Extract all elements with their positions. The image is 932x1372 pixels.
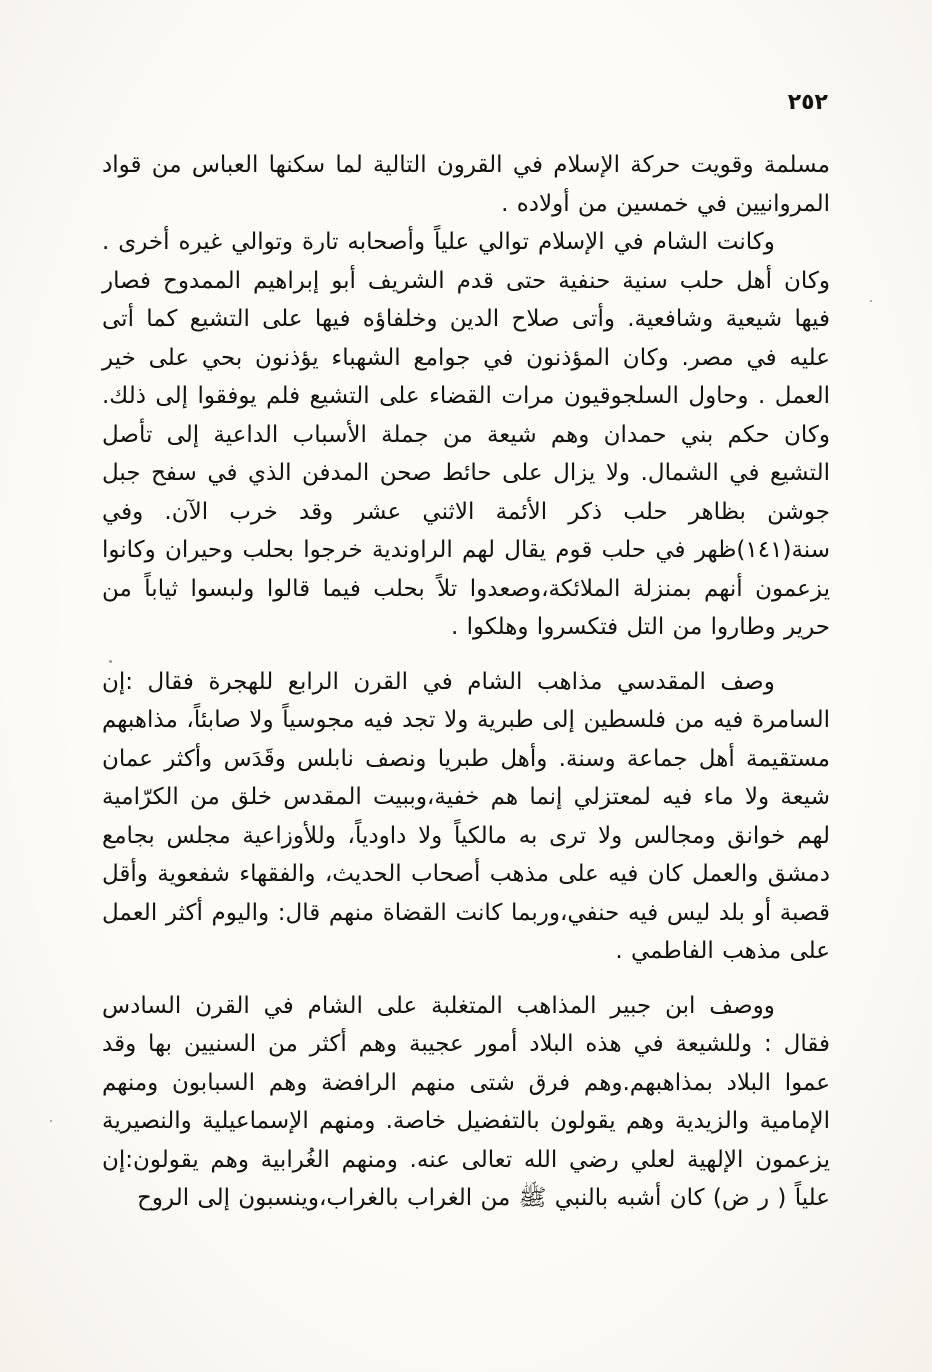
scan-speck — [870, 300, 872, 302]
paragraph-continuation: مسلمة وقويت حركة الإسلام في القرون التالية لما سكنها العباس من قواد المروانيين في خمسين من أولاده . — [102, 152, 830, 217]
scan-speck — [50, 1120, 52, 1122]
paragraph-maqdisi-description: وصف المقدسي مذاهب الشام في القرن الرابع للهجرة فقال :إن السامرة فيه من فلسطين إلى طبرية ولا تجد فيه مجوسياً ولا صابئاً، مذاهبهم مستقيمة أهل جماعة وسنة. وأهل طبريا ونصف نابلس وقَدَس وأكثر عمان شيعة ولا ماء فيه لمعتزلي إنما هم خفية،وببيت المقدس خلق من الكرّامية لهم خوانق ومجالس ولا ترى به مالكياً ولا داودياً، وللأوزاعية مجلس بجامع دمشق والعمل كان فيه على مذهب أصحاب الحديث، والفقهاء شفعوية وأقل قصبة أو بلد ليس فيه حنفي،وربما كانت القضاة منهم قال: واليوم أكثر العمل على مذهب الفاطمي . — [102, 668, 830, 964]
page-number: ٢٥٢ — [787, 90, 828, 115]
scan-speck — [109, 660, 112, 663]
text-block — [102, 146, 830, 1218]
paragraph-sham-history: وكانت الشام في الإسلام توالي علياً وأصحابه تارة وتوالي غيره أخرى . وكان أهل حلب سنية حنفية حتى قدم الشريف أبو إبراهيم الممدوح فصار فيها شيعية وشافعية. وأتى صلاح الدين وخلفاؤه فيها على التشيع كما أتى عليه في مصر. وكان المؤذنون في جوامع الشهباء يؤذنون بحي على خير العمل . وحاول السلجوقيون مرات القضاء على التشيع فلم يوفقوا إلى ذلك. وكان حكم بني حمدان وهم شيعة من جملة الأسباب الداعية إلى تأصل التشيع في الشمال. ولا يزال على حائط صحن المدفن الذي في سفح جبل جوشن بظاهر حلب ذكر الأئمة الاثني عشر وقد خرب الآن. وفي سنة(١٤١)ظهر في حلب قوم يقال لهم الراوندية خرجوا بحلب وحيران وكانوا يزعمون أنهم بمنزلة الملائكة،وصعدوا تلاً بحلب فيما قالوا ولبسوا ثياباً من حرير وطاروا من التل فتكسروا وهلكوا . — [102, 229, 830, 640]
paragraph-ibn-jubayr-description: ووصف ابن جبير المذاهب المتغلبة على الشام في القرن السادس فقال : وللشيعة في هذه البلاد أمور عجيبة وهم أكثر من السنيين بها وقد عموا البلاد بمذاهبهم.وهم فرق شتى منهم الرافضة وهم السبابون ومنهم الإمامية والزيدية وهم يقولون بالتفضيل خاصة. ومنهم الإسماعيلية والنصيرية يزعمون الإلهية لعلي رضي الله تعالى عنه. ومنهم الغُرابية وهم يقولون:إن علياً ( ر ض) كان أشبه بالنبي ﷺ من الغراب بالغراب،وينسبون إلى الروح — [102, 992, 830, 1211]
